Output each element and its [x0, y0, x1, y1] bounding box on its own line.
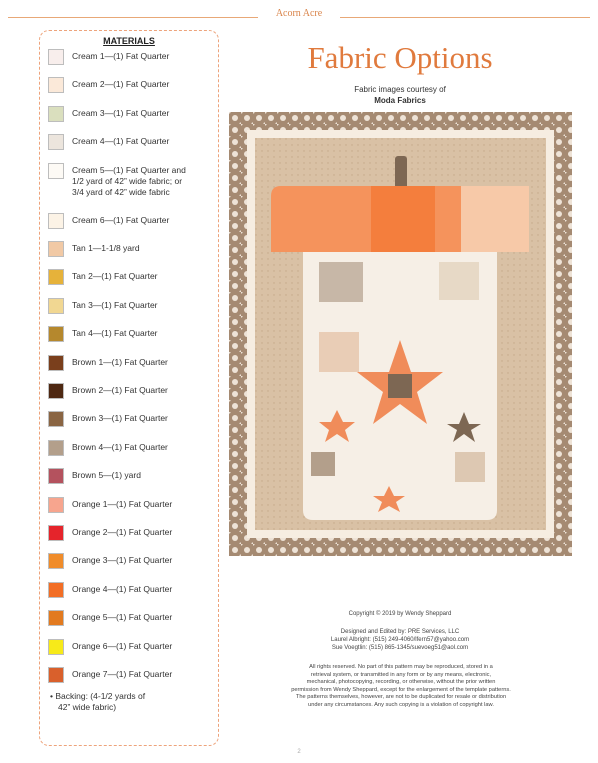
fabric-swatch [48, 468, 64, 484]
fabric-courtesy: Fabric images courtesy of Moda Fabrics [300, 84, 500, 106]
fabric-swatch [48, 213, 64, 229]
material-label: Orange 5—(1) Fat Quarter [72, 612, 173, 623]
material-label: Orange 4—(1) Fat Quarter [72, 583, 173, 594]
fabric-swatch [48, 440, 64, 456]
pumpkin-stem [395, 156, 407, 190]
material-label: Tan 1—1-1/8 yard [72, 243, 140, 253]
fabric-swatch [48, 77, 64, 93]
page-title: Fabric Options [307, 40, 493, 75]
header-rule-right [340, 17, 590, 18]
fabric-swatch [48, 326, 64, 342]
materials-panel [39, 30, 219, 746]
credits: Copyright © 2019 by Wendy Sheppard Designed and Edited by: PRE Services, LLC Laurel Albright: (515) 249-4060/lfern57@yahoo.com Sue Voegtlin: (515) 865-1345/suevoeg51@aol.com [300, 610, 500, 652]
material-label: Cream 1—(1) Fat Quarter [72, 51, 170, 61]
material-label: Orange 1—(1) Fat Quarter [72, 498, 173, 509]
brand-name: Acorn Acre [275, 8, 323, 19]
material-label: Cream 3—(1) Fat Quarter [72, 107, 170, 118]
material-label: Brown 3—(1) Fat Quarter [72, 413, 168, 424]
fabric-swatch [48, 525, 64, 541]
fabric-swatch [48, 639, 64, 655]
copyright: Copyright © 2019 by Wendy Sheppard [348, 611, 452, 617]
fabric-swatch [48, 163, 64, 179]
material-label: Brown 1—(1) Fat Quarter [72, 356, 168, 367]
fabric-swatch [48, 553, 64, 569]
material-label: Orange 3—(1) Fat Quarter [72, 555, 173, 566]
fabric-swatch [48, 383, 64, 399]
material-label: Cream 4—(1) Fat Quarter [72, 136, 170, 147]
quilt-image [229, 112, 572, 556]
page-number: 2 [297, 749, 301, 755]
material-label: Tan 2—(1) Fat Quarter [72, 271, 158, 282]
fabric-swatch [48, 134, 64, 150]
fabric-swatch [48, 582, 64, 598]
material-label: Brown 2—(1) Fat Quarter [72, 385, 168, 395]
material-label: Orange 7—(1) Fat Quarter [72, 669, 173, 679]
fabric-swatch [48, 667, 64, 683]
fabric-swatch [48, 49, 64, 65]
backing-note: • Backing: (4-1/2 yards of 42” wide fabric) [50, 691, 146, 712]
fabric-swatch [48, 497, 64, 513]
material-label: Orange 6—(1) Fat Quarter [72, 640, 173, 651]
material-label: Tan 3—(1) Fat Quarter [72, 299, 158, 310]
fabric-swatch [48, 241, 64, 257]
material-label: Cream 5—(1) Fat Quarter and 1/2 yard of 42” wide fabric; or 3/4 yard of 42” wide fabric [72, 164, 186, 197]
material-label: Cream 2—(1) Fat Quarter [72, 79, 170, 90]
fabric-swatch [48, 610, 64, 626]
material-label: Brown 4—(1) Fat Quarter [72, 441, 168, 452]
material-label: Brown 5—(1) yard [72, 470, 141, 481]
rights-notice: All rights reserved. No part of this pattern may be reproduced, stored in a retrieval system, or transmitted in any form or by any means, electronic, mechanical, photocopying, recording, or otherwise, without the prior written permission from Wendy Sheppard, except for the enlargement of the template patterns. The patterns themselves, however, are not to be duplicated for resale or distribution under any circumstances. Any such copying is a violation of copyright law. [291, 664, 511, 708]
fabric-swatch [48, 298, 64, 314]
material-label: Orange 2—(1) Fat Quarter [72, 527, 173, 537]
fabric-brand: Moda Fabrics [374, 96, 426, 105]
fabric-swatch [48, 411, 64, 427]
material-label: Cream 6—(1) Fat Quarter [72, 214, 170, 225]
fabric-swatch [48, 269, 64, 285]
materials-title: MATERIALS [103, 36, 155, 46]
fabric-swatch [48, 106, 64, 122]
material-label: Tan 4—(1) Fat Quarter [72, 328, 158, 339]
header-rule-left [8, 17, 258, 18]
fabric-swatch [48, 355, 64, 371]
